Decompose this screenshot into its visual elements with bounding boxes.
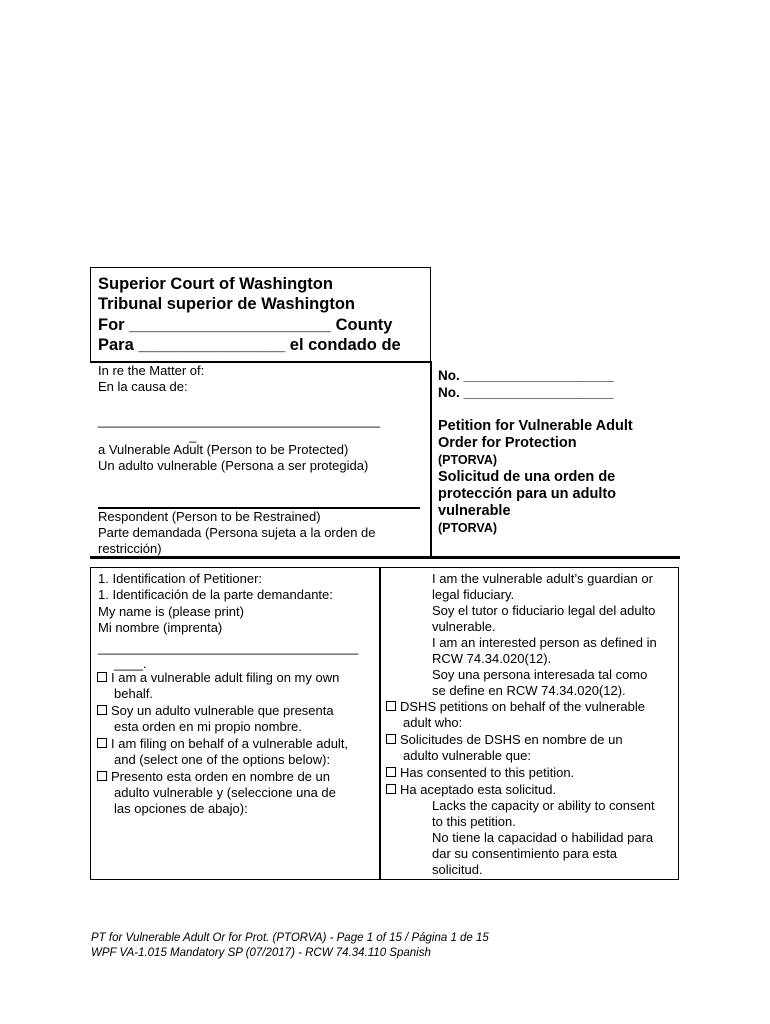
lacks-capacity-es-cont1: dar su consentimiento para esta [432,846,617,861]
on-behalf-label-en: I am filing on behalf of a vulnerable adult, [111,736,349,751]
court-caption-box [90,267,431,363]
own-behalf-label-es: Soy un adulto vulnerable que presenta [111,703,334,718]
lacks-capacity-en: Lacks the capacity or ability to consent [432,798,655,813]
interested-option-en-cont: RCW 74.34.020(12). [432,651,552,666]
title-es-line3: vulnerable [438,503,511,519]
respondent-label-es-cont: restricción) [98,541,162,556]
on-behalf-label-es-cont1: adulto vulnerable y (seleccione una de [114,785,336,800]
vulnerable-adult-name-line[interactable]: _______________________________________ [98,413,380,428]
section1-heading-es: 1. Identificación de la parte demandante: [98,587,333,602]
guardian-option-es-cont: vulnerable. [432,619,496,634]
interested-option-es: Soy una persona interesada tal como [432,667,648,682]
petitioner-name-label-en: My name is (please print) [98,604,244,619]
interested-option-es-cont: se define en RCW 74.34.020(12). [432,683,626,698]
county-line-en: For ______________________ County [98,316,393,334]
footer-line1: PT for Vulnerable Adult Or for Prot. (PTORVA) - Page 1 of 15 / Página 1 de 15 [91,932,489,944]
title-es-code: (PTORVA) [438,521,498,535]
consented-label-es: Ha aceptado esta solicitud. [400,782,557,797]
vulnerable-adult-label-en: a Vulnerable Adult (Person to be Protected) [98,442,349,457]
petitioner-name-field-tail: ____. [114,656,147,671]
vulnerable-adult-name-line-tail: _ [189,428,197,443]
guardian-option-es: Soy el tutor o fiduciario legal del adulto [432,603,656,618]
dshs-checkbox[interactable] [386,701,396,711]
own-behalf-option [97,670,339,686]
own-behalf-checkbox[interactable] [97,672,107,682]
caption-divider [430,361,432,557]
footer-line2: WPF VA-1.015 Mandatory SP (07/2017) - RCW 74.34.110 Spanish [91,946,431,959]
title-es-line2: protección para un adulto [438,486,617,502]
vulnerable-adult-label-es: Un adulto vulnerable (Persona a ser protegida) [98,458,369,473]
own-behalf-label-es-cont: esta orden en mi propio nombre. [114,719,302,734]
dshs-option-es [386,732,623,748]
consented-option-es [386,782,556,798]
court-name-es: Tribunal superior de Washington [98,295,355,313]
table-divider [379,567,381,880]
on-behalf-label-es-cont2: las opciones de abajo): [114,801,248,816]
title-en-line1: Petition for Vulnerable Adult [438,418,633,434]
petitioner-name-field[interactable]: ____________________________________ [98,640,359,655]
matter-label-es: En la causa de: [98,379,188,394]
consented-checkbox[interactable] [386,767,396,777]
title-es-line1: Solicitud de una orden de [438,469,616,485]
on-behalf-label-en-cont: and (select one of the options below): [114,752,331,767]
caption-rule [90,361,430,363]
dshs-label-en: DSHS petitions on behalf of the vulnerable [400,699,645,714]
county-line-es: Para ________________ el condado de [98,336,401,354]
on-behalf-option [97,736,348,752]
own-behalf-label-en: I am a vulnerable adult filing on my own [111,670,340,685]
own-behalf-option-es [97,703,334,719]
respondent-label-en: Respondent (Person to be Restrained) [98,509,321,524]
consented-checkbox-es[interactable] [386,784,396,794]
on-behalf-checkbox[interactable] [97,738,107,748]
matter-label-en: In re the Matter of: [98,363,205,378]
consented-option [386,765,574,781]
guardian-option-en: I am the vulnerable adult’s guardian or [432,571,653,586]
section1-heading-en: 1. Identification of Petitioner: [98,571,263,586]
page-footer [91,931,489,960]
title-en-line2: Order for Protection [438,435,577,451]
own-behalf-label-en-cont: behalf. [114,686,154,701]
respondent-label-es: Parte demandada (Persona sujeta a la orden de [98,525,376,540]
dshs-label-es: Solicitudes de DSHS en nombre de un [400,732,623,747]
on-behalf-checkbox-es[interactable] [97,771,107,781]
caption-bottom-rule [90,556,680,559]
dshs-label-es-cont: adulto vulnerable que: [403,748,531,763]
consented-label-en: Has consented to this petition. [400,765,575,780]
dshs-label-en-cont: adult who: [403,715,463,730]
dshs-checkbox-es[interactable] [386,734,396,744]
case-number-es[interactable]: No. ____________________ [438,385,614,400]
interested-option-en: I am an interested person as defined in [432,635,657,650]
guardian-option-en-cont: legal fiduciary. [432,587,515,602]
lacks-capacity-en-cont: to this petition. [432,814,516,829]
case-number-en[interactable]: No. ____________________ [438,368,614,383]
lacks-capacity-es-cont2: solicitud. [432,862,483,877]
title-en-code: (PTORVA) [438,453,498,467]
on-behalf-option-es [97,769,330,785]
court-name-en: Superior Court of Washington [98,275,333,293]
lacks-capacity-es: No tiene la capacidad o habilidad para [432,830,654,845]
on-behalf-label-es: Presento esta orden en nombre de un [111,769,330,784]
own-behalf-checkbox-es[interactable] [97,705,107,715]
dshs-option [386,699,645,715]
petitioner-name-label-es: Mi nombre (imprenta) [98,620,223,635]
